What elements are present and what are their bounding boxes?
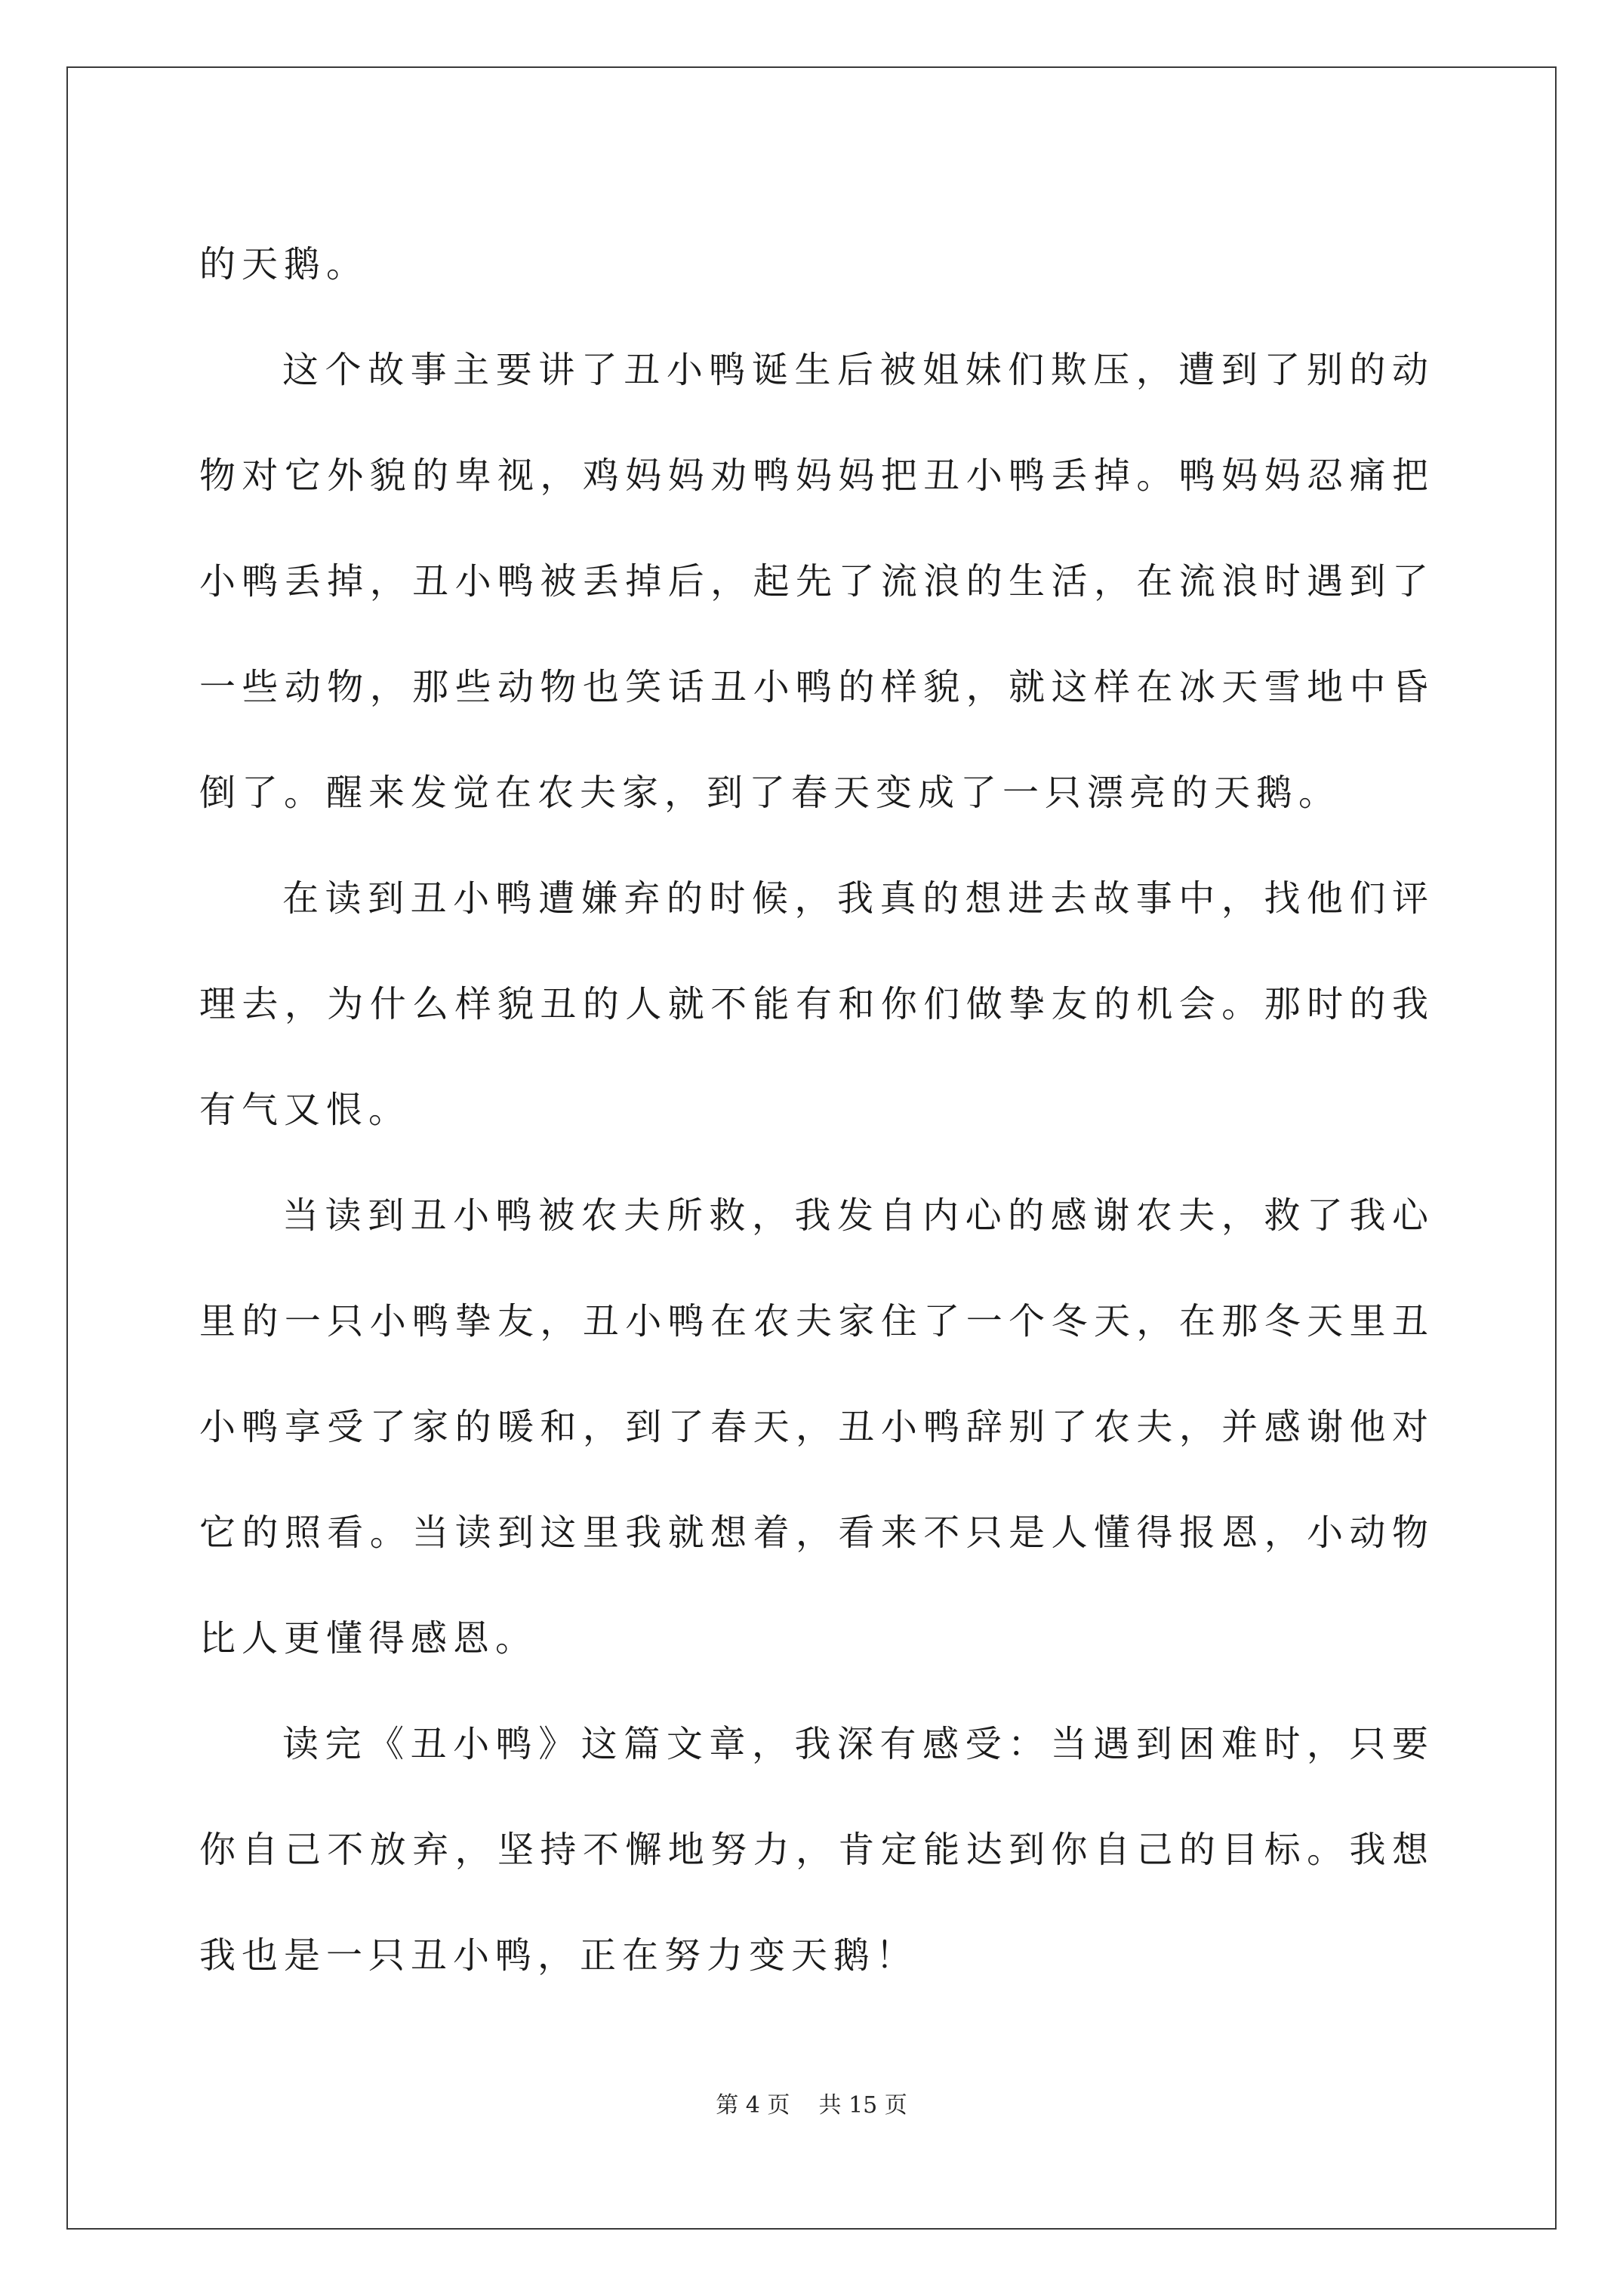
paragraph-5: 读完《丑小鸭》这篇文章，我深有感受：当遇到困难时，只要你自己不放弃，坚持不懈地努力，肯定能达到你自己的目标。我想我也是一只丑小鸭，正在努力变天鹅！ [199,1723,1434,1977]
paragraph-4: 当读到丑小鸭被农夫所救，我发自内心的感谢农夫，救了我心里的一只小鸭挚友，丑小鸭在农夫家住了一个冬天，在那冬天里丑小鸭享受了家的暖和，到了春天，丑小鸭辞别了农夫，并感谢他对它的照看。当读到这里我就想着，看来不只是人懂得报恩，小动物比人更懂得感恩。 [199,1194,1434,1660]
document-body [199,211,1434,2008]
page-footer [0,2086,1623,2119]
paragraph-1: 的天鹅。 [199,243,369,285]
page-number: 第 4 页 [716,2092,790,2119]
paragraph-3: 在读到丑小鸭遭嫌弃的时候，我真的想进去故事中，找他们评理去，为什么样貌丑的人就不能有和你们做挚友的机会。那时的我有气又恨。 [199,877,1434,1131]
page-total: 共 15 页 [818,2092,907,2119]
paragraph-2: 这个故事主要讲了丑小鸭诞生后被姐妹们欺压，遭到了别的动物对它外貌的卑视，鸡妈妈劝鸭妈妈把丑小鸭丢掉。鸭妈妈忍痛把小鸭丢掉，丑小鸭被丢掉后，起先了流浪的生活，在流浪时遇到了一些动物，那些动物也笑话丑小鸭的样貌，就这样在冰天雪地中昏倒了。醒来发觉在农夫家，到了春天变成了一只漂亮的天鹅。 [199,349,1434,814]
